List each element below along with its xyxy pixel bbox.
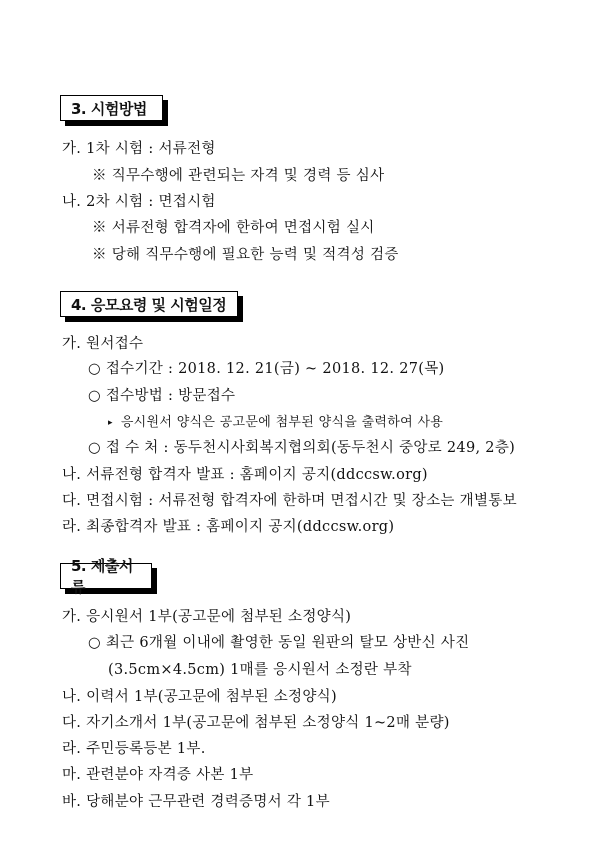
- section-5-title: [60, 557, 152, 596]
- application-receipt: 가. 원서접수: [62, 336, 144, 352]
- exam-second-round-note-2: ※ 당해 직무수행에 필요한 능력 및 적격성 검증: [92, 247, 399, 263]
- doc-photo-size: (3.5cm×4.5cm) 1매를 응시원서 소정란 부착: [108, 662, 412, 678]
- doc-application-form: 가. 응시원서 1부(공고문에 첨부된 소정양식): [62, 609, 352, 625]
- form-note: [108, 411, 443, 430]
- section-3-title-text: 3. 시험방법: [71, 99, 147, 118]
- exam-second-round: 나. 2차 시험 : 면접시험: [62, 194, 216, 210]
- form-note-text: 응시원서 양식은 공고문에 첨부된 양식을 출력하여 사용: [120, 415, 444, 430]
- doc-self-introduction: 다. 자기소개서 1부(공고문에 첨부된 소정양식 1~2매 분량): [62, 715, 450, 731]
- exam-first-round: 가. 1차 시험 : 서류전형: [62, 141, 216, 157]
- receipt-method: ○ 접수방법 : 방문접수: [88, 388, 236, 404]
- doc-certificate-copy: 마. 관련분야 자격증 사본 1부: [62, 767, 254, 783]
- section-5-title-text: 5. 제출서류: [71, 557, 133, 596]
- exam-first-round-note: ※ 직무수행에 관련되는 자격 및 경력 등 심사: [92, 168, 385, 184]
- interview-info: 다. 면접시험 : 서류전형 합격자에 한하며 면접시간 및 장소는 개별통보: [62, 493, 517, 509]
- document-screening-announcement: 나. 서류전형 합격자 발표 : 홈페이지 공지(ddccsw.org): [62, 467, 428, 483]
- triangle-bullet-icon: ▸: [108, 418, 113, 428]
- section-4-title: [60, 291, 238, 317]
- doc-photo-requirement: ○ 최근 6개월 이내에 촬영한 동일 원판의 탈모 상반신 사진: [88, 635, 470, 651]
- final-announcement: 라. 최종합격자 발표 : 홈페이지 공지(ddccsw.org): [62, 519, 395, 535]
- doc-resident-registration: 라. 주민등록등본 1부.: [62, 741, 206, 757]
- section-3-title: [60, 95, 163, 121]
- section-4-title-text: 4. 응모요령 및 시험일정: [71, 295, 227, 314]
- doc-career-certificate: 바. 당해분야 근무관련 경력증명서 각 1부: [62, 794, 330, 810]
- receipt-location: ○ 접 수 처 : 동두천시사회복지협의회(동두천시 중앙로 249, 2층): [88, 440, 516, 456]
- exam-second-round-note-1: ※ 서류전형 합격자에 한하여 면접시험 실시: [92, 220, 375, 236]
- receipt-period: ○ 접수기간 : 2018. 12. 21(금) ~ 2018. 12. 27(목): [88, 361, 445, 377]
- doc-resume: 나. 이력서 1부(공고문에 첨부된 소정양식): [62, 689, 337, 705]
